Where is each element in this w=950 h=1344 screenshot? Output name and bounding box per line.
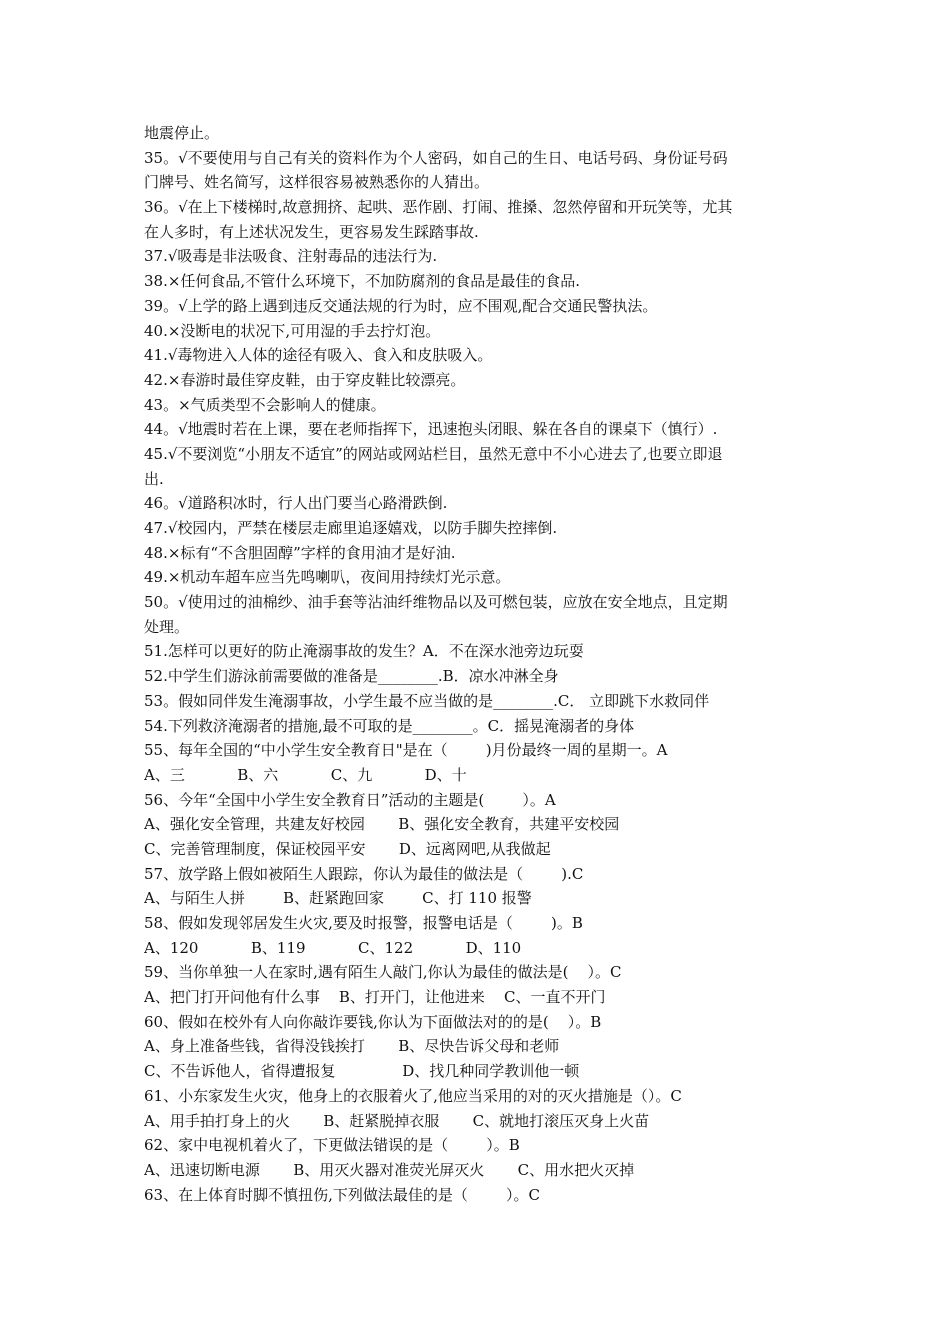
text-line: 43。×气质类型不会影响人的健康。 (144, 395, 386, 414)
text-line: 49.×机动车超车应当先鸣喇叭，夜间用持续灯光示意。 (144, 568, 511, 587)
text-line: 48.×标有“不含胆固醇”字样的食用油才是好油. (144, 543, 456, 562)
text-line: 门牌号、姓名简写，这样很容易被熟悉你的人猜出。 (144, 173, 490, 192)
text-line: 58、假如发现邻居发生火灾,要及时报警，报警电话是（ )。B (144, 914, 583, 932)
text-line: 63、在上体育时脚不慎扭伤,下列做法最佳的是（ ）。C (144, 1185, 540, 1204)
text-line: 53。假如同伴发生淹溺事故，小学生最不应当做的是________.C． 立即跳下水救同伴 (144, 691, 710, 710)
text-line: A、与陌生人拼 B、赶紧跑回家 C、打 110 报警 (144, 889, 532, 908)
text-line: 44。√地震时若在上课，要在老师指挥下，迅速抱头闭眼、躲在各自的课桌下（慎行）. (144, 420, 718, 439)
text-line: 45.√不要浏览“小朋友不适宜”的网站或网站栏目，虽然无意中不小心进去了,也要立即退 (144, 444, 723, 463)
text-line: A、迅速切断电源 B、用灭火器对准荧光屏灭火 C、用水把火灭掉 (144, 1160, 635, 1179)
text-line: 出. (144, 469, 164, 488)
text-line: C、完善管理制度，保证校园平安 D、远离网吧,从我做起 (144, 839, 551, 858)
text-line: 54.下列救济淹溺者的措施,最不可取的是________。C．摇晃淹溺者的身体 (144, 716, 635, 735)
text-line: 61、小东家发生火灾，他身上的衣服着火了,他应当采用的对的灭火措施是（）。C (144, 1086, 682, 1105)
text-line: 59、当你单独一人在家时,遇有陌生人敲门,你认为最佳的做法是( ）。C (144, 963, 622, 982)
text-line: 50。√使用过的油棉纱、油手套等沾油纤维物品以及可燃包装，应放在安全地点，且定期 (144, 593, 728, 612)
text-line: 在人多时，有上述状况发生，更容易发生踩踏事故. (144, 222, 479, 241)
text-line: 处理。 (144, 617, 190, 636)
text-line: 42.×春游时最佳穿皮鞋，由于穿皮鞋比较漂亮。 (144, 370, 466, 389)
text-line: 36。√在上下楼梯时,故意拥挤、起哄、恶作剧、打闹、推搡、忽然停留和开玩笑等，尤其 (144, 198, 733, 217)
text-line: 46。√道路积冰时，行人出门要当心路滑跌倒. (144, 494, 448, 513)
text-line: 56、今年“全国中小学生安全教育日”活动的主题是( ）。A (144, 790, 556, 809)
text-line: A、120 B、119 C、122 D、110 (144, 938, 522, 957)
text-line: 37.√吸毒是非法吸食、注射毒品的违法行为. (144, 247, 438, 266)
text-line: A、三 B、六 C、九 D、十 (144, 765, 467, 784)
text-line: 57、放学路上假如被陌生人跟踪，你认为最佳的做法是（ ).C (144, 864, 584, 883)
text-line: 52.中学生们游泳前需要做的准备是________.B．凉水冲淋全身 (144, 667, 559, 686)
text-line: A、身上准备些钱，省得没钱挨打 B、尽快告诉父母和老师 (144, 1037, 560, 1056)
text-line: 60、假如在校外有人向你敲诈要钱,你认为下面做法对的的是( ）。B (144, 1012, 602, 1031)
text-line: A、把门打开问他有什么事 B、打开门，让他进来 C、一直不开门 (144, 988, 606, 1007)
text-line: 47.√校园内，严禁在楼层走廊里追逐嬉戏，以防手脚失控摔倒. (144, 519, 558, 537)
text-line: 地震停止。 (144, 124, 220, 142)
text-line: 38.×任何食品,不管什么环境下，不加防腐剂的食品是最佳的食品. (144, 272, 580, 291)
text-line: 62、家中电视机着火了，下更做法错误的是（ ）。B (144, 1136, 520, 1155)
text-line: 40.×没断电的状况下,可用湿的手去拧灯泡。 (144, 321, 441, 340)
text-line: 51.怎样可以更好的防止淹溺事故的发生？A．不在深水池旁边玩耍 (144, 642, 584, 661)
document-body (144, 121, 814, 1207)
text-line: A、强化安全管理，共建友好校园 B、强化安全教育，共建平安校园 (144, 815, 620, 834)
text-line: 55、每年全国的“中小学生安全教育日"是在（ )月份最终一周的星期一。A (144, 741, 668, 760)
text-line: 39。√上学的路上遇到违反交通法规的行为时，应不围观,配合交通民警执法。 (144, 296, 658, 315)
text-line: 35。√不要使用与自己有关的资料作为个人密码，如自己的生日、电话号码、身份证号码 (144, 148, 728, 167)
text-line: C、不告诉他人，省得遭报复 D、找几种同学教训他一顿 (144, 1062, 580, 1081)
text-line: A、用手拍打身上的火 B、赶紧脱掉衣服 C、就地打滚压灭身上火苗 (144, 1111, 650, 1130)
text-line: 41.√毒物进入人体的途径有吸入、食入和皮肤吸入。 (144, 346, 493, 365)
